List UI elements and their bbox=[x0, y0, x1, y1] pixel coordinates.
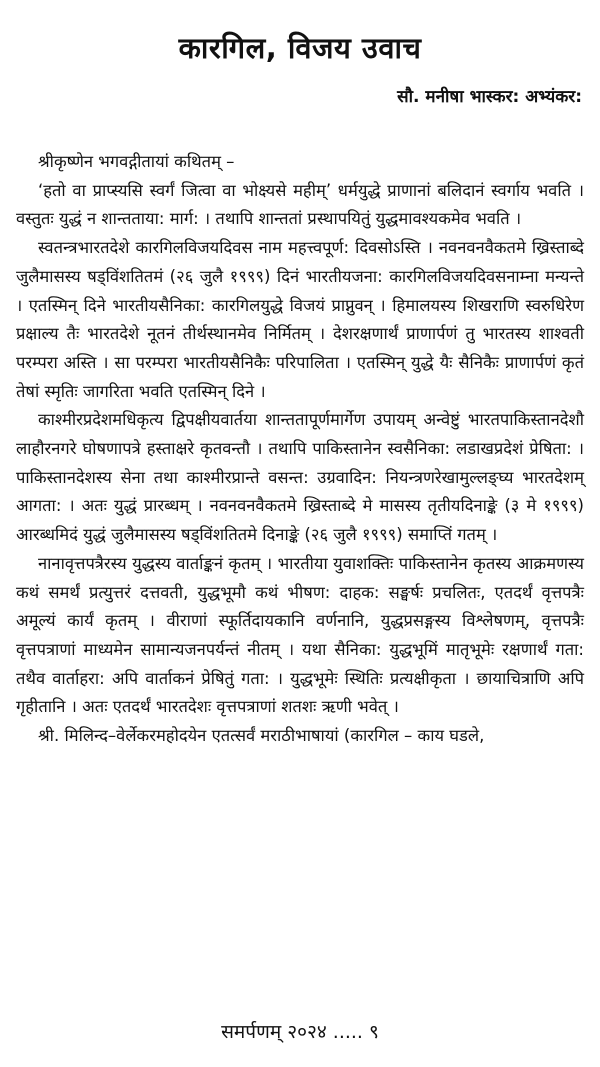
article-body bbox=[16, 148, 584, 751]
paragraph-war-background: काश्मीरप्रदेशमधिकृत्य द्विपक्षीयवार्तया शान्ततापूर्णमार्गेण उपायम् अन्वेष्टुं भारतपाकिस्तानदेशौ लाहौरनगरे घोषणापत्रे हस्ताक्षरे कृतवन्तौ । तथापि पाकिस्तानेन स्वसैनिका: लडाखप्रदेशं प्रेषिता: । पाकिस्तानदेशस्य सेना तथा काश्मीरप्रान्ते वसन्त: उग्रवादिन: नियन्त्रणरेखामुल्लङ्घ्य भारतदेशम् आगता: । अतः युद्धं प्रारब्धम् । नवनवनवैकतमे ख्रिस्ताब्दे मे मासस्य तृतीयदिनाङ्के (३ मे १९९९) आरब्धमिदं युद्धं जुलैमासस्य षड्विंशतितमे दिनाङ्के (२६ जुलै १९९९) समाप्तिं गतम् । bbox=[16, 410, 584, 545]
paragraph-newspapers: नानावृत्तपत्रैरस्य युद्धस्य वार्ताङ्कनं कृतम् । भारतीया युवाशक्तिः पाकिस्तानेन कृतस्य आक्रमणस्य कथं समर्थं प्रत्युत्तरं दत्तवती, युद्धभूमौ कथं भीषण: दाहक: सङ्घर्षः प्रचलितः, एतदर्थं वृत्तपत्रैः अमूल्यं कार्यं कृतम् । वीराणां स्फूर्तिदायकानि वर्णनानि, युद्धप्रसङ्गस्य विश्लेषणम्, वृत्तपत्रैः वृत्तपत्राणां माध्यमेन सामान्यजनपर्यन्तं नीतम् । यथा सैनिका: युद्धभूमिं मातृभूमेः रक्षणार्थं गता: तथैव वार्ताहरा: अपि वार्ताकनं प्रेषितुं गता: । युद्धभूमेः स्थितिः प्रत्यक्षीकृता । छायाचित्राणि अपि गृहीतानि । अतः एतदर्थं भारतदेशः वृत्तपत्राणां शतशः ऋणी भवेत् । bbox=[16, 553, 584, 717]
paragraph-milind-verlekar: श्री. मिलिन्द–वेर्लेकरमहोदयेन एतत्सर्वं मराठीभाषायां (कारगिल – काय घडले, bbox=[38, 726, 485, 746]
paragraph-gita-quote: ‘हतो वा प्राप्स्यसि स्वर्गं जित्वा वा भोक्ष्यसे महीम्’ धर्मयुद्धे प्राणानां बलिदानं स्वर्गाय भवति । वस्तुतः युद्धं न शान्तताया: मार्ग: । तथापि शान्ततां प्रस्थापयितुं युद्धमावश्यकमेव भवति । bbox=[16, 180, 584, 229]
paragraph-kargil-vijay-diwas: स्वतन्त्रभारतदेशे कारगिलविजयदिवस नाम महत्त्वपूर्ण: दिवसोऽस्ति । नवनवनवैकतमे ख्रिस्ताब्दे जुलैमासस्य षड्विंशतितमं (२६ जुलै १९९९) दिनं भारतीयजना: कारगिलविजयदिवसनाम्ना मन्यन्ते । एतस्मिन् दिने भारतीयसैनिका: कारगिलयुद्धे विजयं प्राप्नुवन् । हिमालयस्य शिखराणि स्वरुधिरेण प्रक्षाल्य तैः भारतदेशे नूतनं तीर्थस्थानमेव निर्मितम् । देशरक्षणार्थं प्राणार्पणं तु भारतस्य शाश्वती परम्परा अस्ति । सा परम्परा भारतीयसैनिकैः परिपालिता । एतस्मिन् युद्धे यैः सैनिकैः प्राणार्पणं कृतं तेषां स्मृतिः जागरिता भवति एतस्मिन् दिने । bbox=[16, 238, 584, 401]
author-name: सौ. मनीषा भास्कर: अभ्यंकर: bbox=[397, 87, 582, 107]
intro-line: श्रीकृष्णेन भगवद्गीतायां कथितम् – bbox=[38, 152, 235, 171]
page-footer: समर्पणम् २०२४ ..... ९ bbox=[221, 1021, 379, 1043]
article-title: कारगिल, विजय उवाच bbox=[178, 31, 422, 65]
